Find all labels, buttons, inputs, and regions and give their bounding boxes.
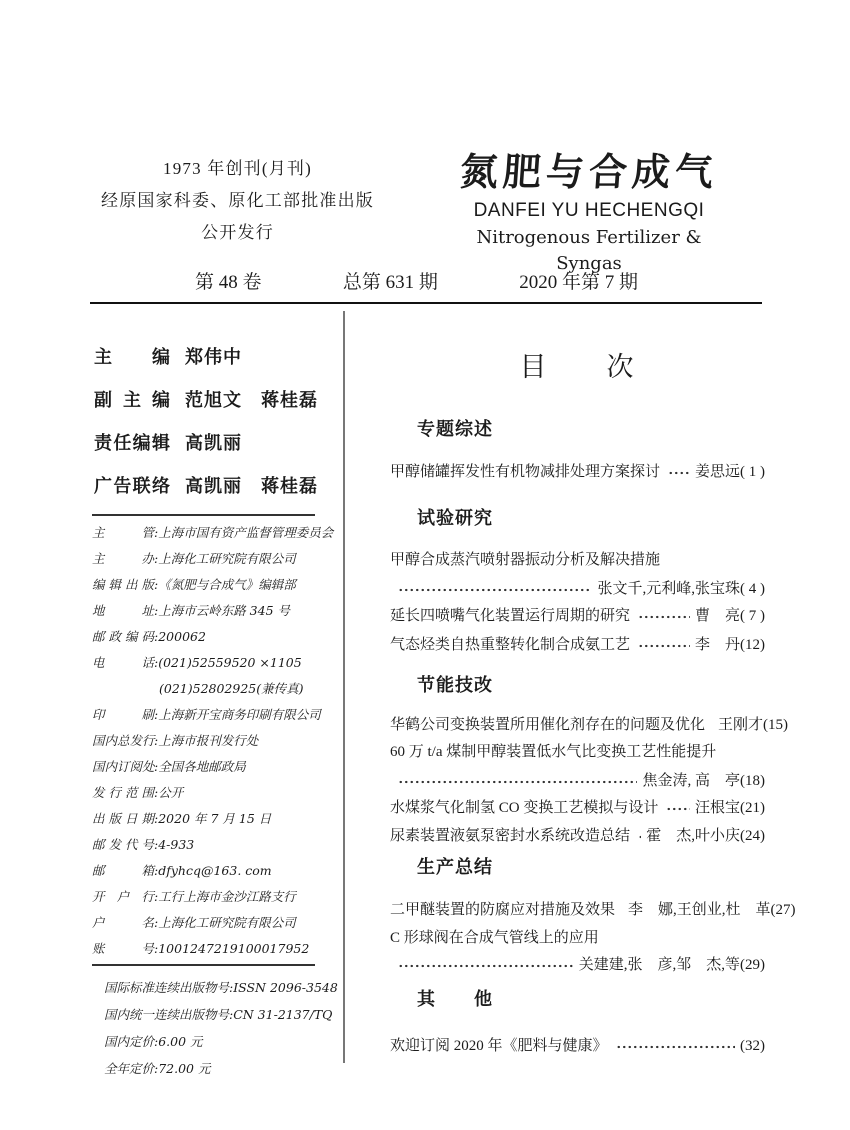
dot-leader (668, 458, 690, 486)
pub-label: 地址 (92, 603, 154, 618)
pub-label: 编辑出版 (92, 577, 154, 592)
pub-label: 邮发代号 (92, 837, 154, 852)
editor-role-label: 主编 (94, 347, 170, 367)
pub-label: 电话 (92, 655, 154, 670)
pub-label: 国内总发行 (92, 733, 155, 748)
annual-price: 全年定价:72.00 元 (104, 1061, 211, 1076)
article-page: (18) (740, 773, 765, 789)
pub-row-postcode (92, 624, 344, 650)
editor-names: 高凯丽 (185, 433, 242, 453)
toc-entry-author-line (390, 951, 765, 979)
editor-row-deputy (94, 385, 344, 415)
volume-number: 第 48 卷 (195, 272, 262, 293)
article-title: 水煤浆气化制氢 CO 变换工艺模拟与设计 (390, 800, 659, 816)
pub-label: 邮箱 (92, 863, 154, 878)
article-page: (24) (740, 828, 765, 844)
sidebar-rule-top (92, 514, 315, 516)
editor-names: 郑伟中 (185, 347, 242, 367)
article-title: 甲醇储罐挥发性有机物减排处理方案探讨 (390, 464, 661, 480)
toc-entry-author-line (390, 767, 765, 795)
domestic-price: 国内定价:6.00 元 (104, 1034, 203, 1049)
dot-leader (666, 794, 690, 822)
pub-row-sponsor (92, 546, 344, 572)
editor-row-responsible (94, 428, 344, 458)
toc-section-special-review: 专题综述 (417, 419, 493, 439)
article-title: 欢迎订阅 2020 年《肥料与健康》 (390, 1038, 608, 1054)
pub-label: 邮政编码 (92, 629, 154, 644)
toc-section-energy-saving: 节能技改 (417, 675, 493, 695)
pub-label: 发行范围 (92, 785, 154, 800)
toc-entry (390, 711, 789, 739)
pub-value: :(021)52559520 ×1105 (154, 655, 302, 670)
pub-value: :工行上海市金沙江路支行 (154, 889, 296, 904)
article-page: (27) (770, 902, 796, 918)
article-authors: 李 丹 (694, 637, 740, 653)
sidebar-rule-bottom (92, 964, 315, 966)
editors-block (94, 342, 344, 501)
editor-role-label: 广告联络 (94, 476, 170, 496)
toc-entry (390, 458, 765, 486)
pub-value: :上海化工研究院有限公司 (154, 551, 296, 566)
pub-label: 主管 (92, 525, 154, 540)
pub-value: :全国各地邮政局 (154, 759, 246, 774)
dot-leader (638, 631, 690, 659)
article-authors: 张文千,元利峰,张宝珠 (597, 581, 740, 597)
pub-row-address (92, 598, 344, 624)
toc-entry-title-line (390, 546, 765, 574)
pub-label: 国内订阅处 (92, 759, 155, 774)
article-page: ( 1 ) (740, 464, 765, 480)
article-authors: 焦金涛, 高 亭 (642, 773, 740, 789)
article-authors: 汪根宝 (694, 800, 740, 816)
pub-value: :上海市国有资产监督管理委员会 (154, 525, 334, 540)
editor-row-chief (94, 342, 344, 372)
founding-line-3: 公开发行 (201, 223, 274, 242)
journal-title-pinyin: DANFEI YU HECHENGQI (473, 200, 705, 221)
toc-entry (390, 602, 765, 630)
article-title: 二甲醚装置的防腐应对措施及效果 (390, 902, 616, 918)
toc-entry (390, 896, 796, 924)
pub-row-post-code-number (92, 832, 344, 858)
article-authors: 关建建,张 彦,邹 杰,等 (578, 957, 740, 973)
article-title: 尿素装置液氨泵密封水系统改造总结 (390, 828, 631, 844)
toc-entry (390, 1032, 765, 1060)
pub-value: :2020 年 7 月 15 日 (154, 811, 272, 826)
toc-entry-title-line (390, 924, 765, 952)
publication-info-block (92, 520, 344, 962)
article-title: 华鹤公司变换装置所用催化剂存在的问题及优化 (390, 717, 706, 733)
pub-row-supervisor (92, 520, 344, 546)
founding-line-1: 1973 年创刊(月刊) (163, 159, 312, 178)
pub-row-subscription (92, 754, 344, 780)
table-of-contents (390, 0, 796, 1130)
pub-value: :上海新开宝商务印刷有限公司 (154, 707, 321, 722)
pub-row-bank (92, 884, 344, 910)
pub-row-telephone-fax (92, 676, 344, 702)
article-page: ( 7 ) (740, 608, 765, 624)
editor-role-label: 责任编辑 (94, 433, 170, 453)
dot-leader (398, 767, 637, 795)
pub-row-distribution-scope (92, 780, 344, 806)
pub-row-account-number (92, 936, 344, 962)
article-page: ( 4 ) (740, 581, 765, 597)
pub-row-publish-date (92, 806, 344, 832)
pub-row-domestic-distributor (92, 728, 344, 754)
toc-section-production-summary: 生产总结 (417, 857, 493, 877)
dot-leader (638, 822, 641, 850)
pub-row-publisher (92, 572, 344, 598)
pub-row-account-name (92, 910, 344, 936)
dot-leader (616, 1032, 735, 1060)
editor-names: 高凯丽 蒋桂磊 (185, 476, 318, 496)
pub-value: :上海市云岭东路 345 号 (154, 603, 291, 618)
masthead-sidebar (92, 330, 344, 1082)
article-title: 延长四喷嘴气化装置运行周期的研究 (390, 608, 631, 624)
toc-entry (390, 794, 765, 822)
founding-info (95, 153, 380, 249)
pub-row-telephone (92, 650, 344, 676)
article-authors: 霍 杰,叶小庆 (646, 828, 740, 844)
toc-entry (390, 631, 765, 659)
toc-section-experimental-research: 试验研究 (417, 508, 493, 528)
pub-value: :dfyhcq@163. com (154, 863, 272, 878)
pub-value: :《氮肥与合成气》编辑部 (154, 577, 296, 592)
pub-label (92, 676, 154, 702)
article-page: (12) (740, 637, 765, 653)
pub-value: :上海化工研究院有限公司 (154, 915, 296, 930)
editor-row-advertising (94, 471, 344, 501)
pub-value: :200062 (154, 629, 206, 644)
pub-value: (021)52802925(兼传真) (159, 681, 304, 696)
journal-title-chinese: 氮肥与合成气 (458, 149, 720, 194)
journal-title-english: Nitrogenous Fertilizer & Syngas (476, 227, 702, 274)
pub-label: 主办 (92, 551, 154, 566)
article-page: (29) (740, 957, 765, 973)
pub-value: :4-933 (154, 837, 195, 852)
pub-value: :公开 (154, 785, 184, 800)
pub-row-printer (92, 702, 344, 728)
issn-block (92, 974, 344, 1082)
pub-label: 账号 (92, 941, 154, 956)
issn-number: 国际标准连续出版物号:ISSN 2096-3548 (104, 980, 338, 995)
founding-line-2: 经原国家科委、原化工部批准出版 (101, 191, 374, 210)
dot-leader (398, 951, 574, 979)
article-authors: 曹 亮 (694, 608, 740, 624)
pub-label: 出版日期 (92, 811, 154, 826)
toc-section-other: 其 他 (417, 989, 493, 1009)
pub-label: 户名 (92, 915, 154, 930)
pub-label: 印刷 (92, 707, 154, 722)
article-authors: 王刚才 (718, 717, 764, 733)
issue-total-number: 总第 631 期 (342, 272, 438, 293)
article-title: 60 万 t/a 煤制甲醇装置低水气比变换工艺性能提升 (390, 744, 717, 760)
dot-leader (398, 575, 592, 603)
toc-title: 目 次 (519, 352, 636, 382)
article-page: (32) (740, 1038, 765, 1054)
article-authors: 姜思远 (694, 464, 740, 480)
article-page: (21) (740, 800, 765, 816)
issue-number: 2020 年第 7 期 (519, 272, 638, 293)
dot-leader (638, 602, 690, 630)
pub-row-email (92, 858, 344, 884)
pub-label: 开户行 (92, 889, 154, 904)
pub-value: :1001247219100017952 (154, 941, 310, 956)
cn-number: 国内统一连续出版物号:CN 31-2137/TQ (104, 1007, 333, 1022)
article-authors: 李 娜,王创业,杜 革 (628, 902, 771, 918)
article-title: C 形球阀在合成气管线上的应用 (390, 930, 599, 946)
toc-entry-title-line (390, 738, 765, 766)
article-title: 气态烃类自热重整转化制合成氨工艺 (390, 637, 631, 653)
article-page: (15) (763, 717, 789, 733)
pub-value: :上海市报刊发行处 (154, 733, 259, 748)
toc-entry (390, 822, 765, 850)
toc-entry-author-line (390, 575, 765, 603)
editor-role-label: 副主编 (94, 390, 170, 410)
article-title: 甲醇合成蒸汽喷射器振动分析及解决措施 (390, 552, 661, 568)
editor-names: 范旭文 蒋桂磊 (185, 390, 318, 410)
